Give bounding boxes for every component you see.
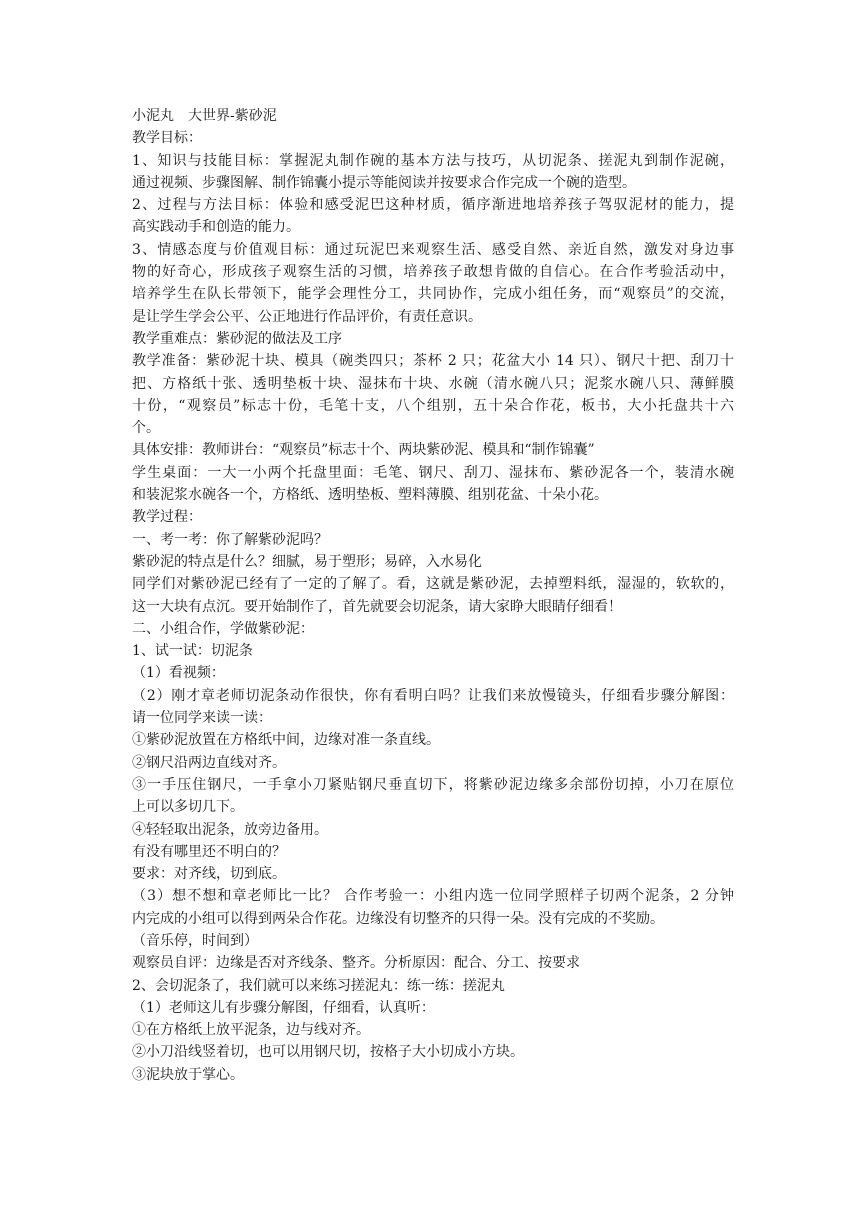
title-part-1: 小泥丸 — [132, 108, 174, 124]
text-line: 1、试一试：切泥条 — [132, 643, 253, 660]
document-lines — [132, 127, 734, 1086]
text-line: 是让学生学会公平、公正地进行作品评价，有责任意识。 — [132, 308, 482, 325]
text-line: 学生桌面：一大一小两个托盘里面：毛笔、钢尺、刮刀、湿抹布、紫砂泥各一个，装清水碗 — [132, 464, 734, 481]
text-line: ②钢尺沿两边直线对齐。 — [132, 754, 286, 771]
text-line: 具体安排：教师讲台：“观察员”标志十个、两块紫砂泥、模具和“制作锦囊” — [132, 442, 595, 459]
text-line: ④轻轻取出泥条，放旁边备用。 — [132, 821, 328, 838]
text-line: 有没有哪里还不明白的？ — [132, 843, 286, 860]
text-line: 紫砂泥的特点是什么？细腻，易于塑形；易碎，入水易化 — [132, 553, 482, 570]
text-line: （2）刚才章老师切泥条动作很快，你有看明白吗？让我们来放慢镜头，仔细看步骤分解图： — [132, 687, 734, 704]
text-line: 观察员自评：边缘是否对齐线条、整齐。分析原因：配合、分工、按要求 — [132, 955, 580, 972]
text-line: 和装泥浆水碗各一个，方格纸、透明垫板、塑料薄膜、组别花盆、十朵小花。 — [132, 487, 608, 504]
text-line: （音乐停，时间到） — [132, 932, 258, 949]
text-line: ③泥块放于掌心。 — [132, 1066, 244, 1083]
text-line: 二、小组合作，学做紫砂泥： — [132, 620, 314, 637]
text-line: 2、会切泥条了，我们就可以来练习搓泥丸：练一练：搓泥丸 — [132, 977, 505, 994]
text-line: ③一手压住钢尺，一手拿小刀紧贴钢尺垂直切下，将紫砂泥边缘多余部份切掉，小刀在原位 — [132, 776, 734, 793]
text-line: 教学过程： — [132, 509, 202, 526]
document-title — [132, 105, 734, 127]
text-line: （1）老师这儿有步骤分解图，仔细看，认真听： — [132, 999, 435, 1016]
text-line: （3）想不想和章老师比一比？ 合作考验一：小组内选一位同学照样子切两个泥条，2 分钟 — [132, 888, 734, 905]
text-line: 2、过程与方法目标：体验和感受泥巴这种材质，循序渐进地培养孩子驾驭泥材的能力，提 — [132, 197, 734, 214]
text-line: 内完成的小组可以得到两朵合作花。边缘没有切整齐的只得一朵。没有完成的不奖励。 — [132, 910, 664, 927]
title-part-2: 大世界-紫砂泥 — [188, 108, 277, 124]
text-line: 教学准备：紫砂泥十块、模具（碗类四只；茶杯 2 只；花盆大小 14 只）、钢尺十把、刮刀十 — [132, 353, 734, 370]
text-line: 教学重难点：紫砂泥的做法及工序 — [132, 330, 342, 347]
text-line: 十份，“观察员”标志十份，毛笔十支，八个组别，五十朵合作花，板书，大小托盘共十六 — [132, 397, 734, 414]
text-line: （1）看视频： — [132, 665, 225, 682]
text-line: 个。 — [132, 420, 160, 437]
text-line: 把、方格纸十张、透明垫板十块、湿抹布十块、水碗（清水碗八只；泥浆水碗八只、薄鲜膜 — [132, 375, 734, 392]
text-line: 高实践动手和创造的能力。 — [132, 219, 300, 236]
text-line: 这一大块有点沉。要开始制作了，首先就要会切泥条，请大家睁大眼睛仔细看！ — [132, 598, 622, 615]
text-line: 3、情感态度与价值观目标：通过玩泥巴来观察生活、感受自然、亲近自然，激发对身边事 — [132, 241, 734, 258]
text-line: 教学目标： — [132, 130, 202, 147]
text-line: ①紫砂泥放置在方格纸中间，边缘对准一条直线。 — [132, 732, 440, 749]
text-line: 请一位同学来读一读： — [132, 710, 272, 727]
text-line: ②小刀沿线竖着切，也可以用钢尺切，按格子大小切成小方块。 — [132, 1044, 524, 1061]
text-line: 上可以多切几下。 — [132, 799, 244, 816]
text-line: 培养学生在队长带领下，能学会理性分工，共同协作，完成小组任务，而“观察员”的交流， — [132, 286, 734, 303]
text-line: 同学们对紫砂泥已经有了一定的了解了。看，这就是紫砂泥，去掉塑料纸，湿湿的，软软的， — [132, 576, 734, 593]
text-line: 1、知识与技能目标：掌握泥丸制作碗的基本方法与技巧，从切泥条、搓泥丸到制作泥碗， — [132, 152, 734, 169]
document-body — [132, 105, 734, 1086]
text-line: 要求：对齐线，切到底。 — [132, 866, 286, 883]
text-line: 通过视频、步骤图解、制作锦囊小提示等能阅读并按要求合作完成一个碗的造型。 — [132, 174, 636, 191]
text-line: 物的好奇心，形成孩子观察生活的习惯，培养孩子敢想肯做的自信心。在合作考验活动中， — [132, 264, 734, 281]
text-line: 一、考一考：你了解紫砂泥吗？ — [132, 531, 328, 548]
text-line: ①在方格纸上放平泥条，边与线对齐。 — [132, 1022, 370, 1039]
